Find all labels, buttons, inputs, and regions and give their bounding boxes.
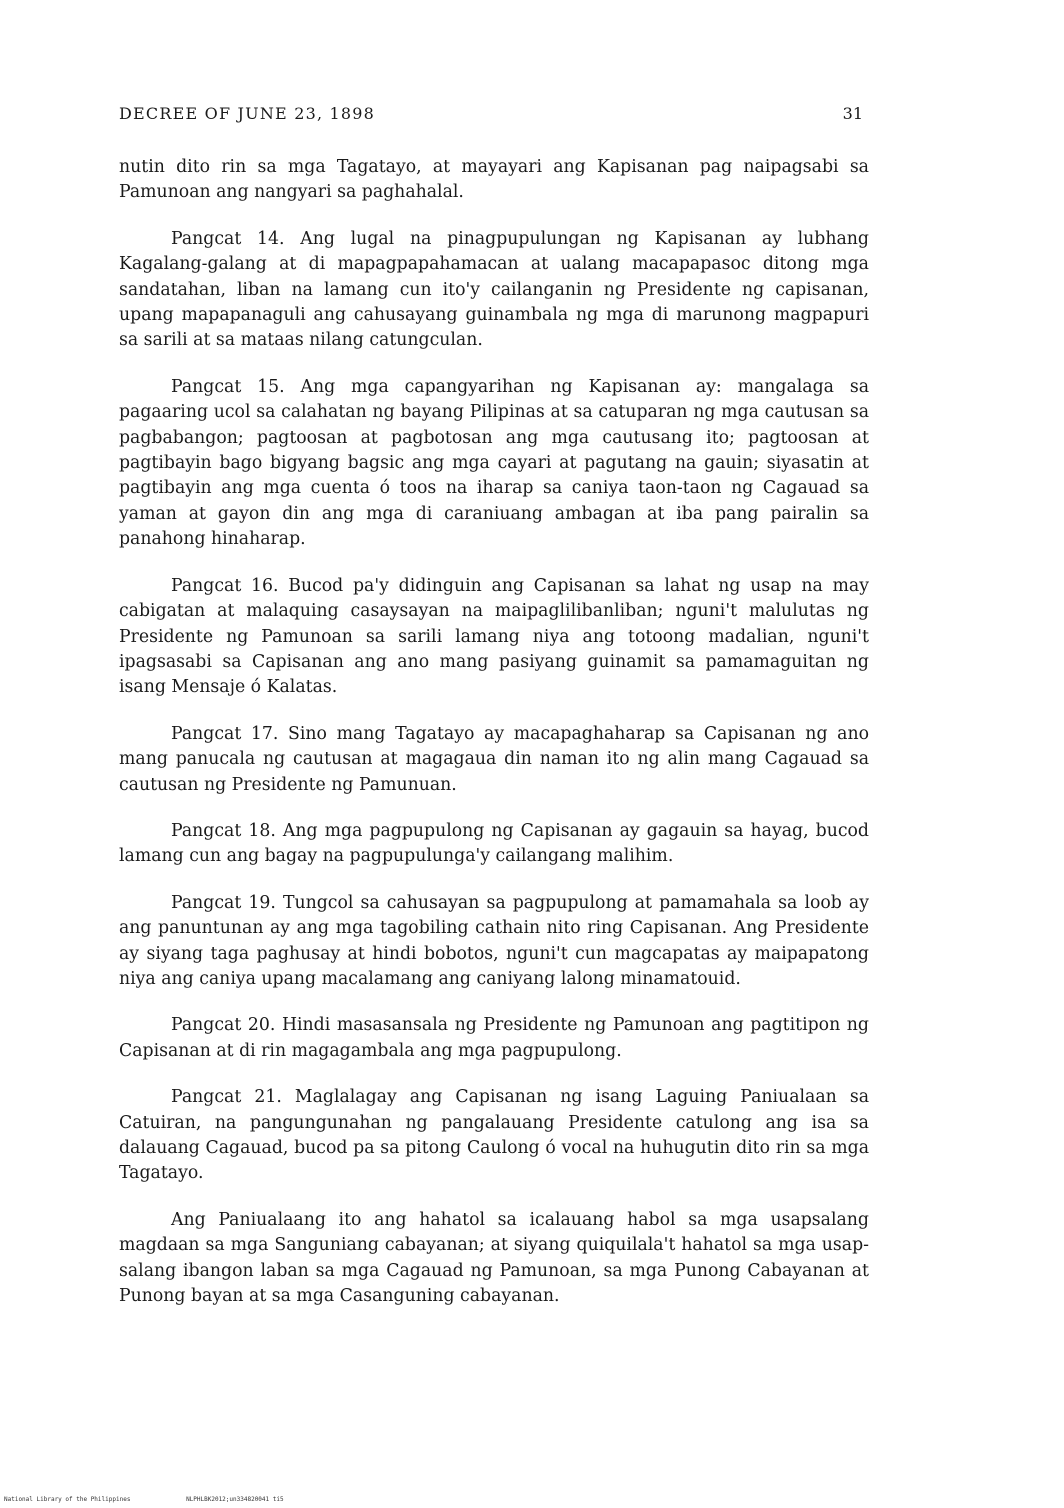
paragraph-pangcat-19: Pangcat 19. Tungcol sa cahusayan sa pagpupulong at pamamahala sa loob ay ang panuntunan ay ang mga tagobiling cathain nito ring Capisanan. Ang Presidente ay siyang taga paghusay at hindi bobotos, nguni't cun magcapatas ay maipapatong niya ang caniya upang macalamang ang caniyang lalong minamatouid. <box>119 892 869 989</box>
paragraph-pangcat-17: Pangcat 17. Sino mang Tagatayo ay macapaghaharap sa Capisanan ng ano mang panucala ng cautusan at magagaua din naman ito ng alin mang Cagauad sa cautusan ng Presidente ng Pamunuan. <box>119 723 869 795</box>
page-header <box>119 104 863 130</box>
paragraph-pangcat-21: Pangcat 21. Maglalagay ang Capisanan ng isang Laguing Paniualaan sa Catuiran, na pangungunahan ng pangalauang Presidente catulong ang isa sa dalauang Cagauad, bucod pa sa pitong Caulong ó vocal na huhugutin dito rin sa mga Tagatayo. <box>119 1087 869 1184</box>
running-head: DECREE OF JUNE 23, 1898 <box>119 104 376 123</box>
paragraph-pangcat-18: Pangcat 18. Ang mga pagpupulong ng Capisanan ay gagauin sa hayag, bucod lamang cun ang bagay na pagpupulunga'y cailangang malihim. <box>119 820 869 867</box>
scan-footer <box>4 1496 336 1503</box>
body-text <box>119 155 869 1330</box>
paragraph-pangcat-14: Pangcat 14. Ang lugal na pinagpupulungan ng Kapisanan ay lubhang Kagalang-galang at di mapagpapahamacan at ualang macapapasoc ditong mga sandatahan, liban na lamang cun ito'y cailanganin ng Presidente ng capisanan, upang mapapanaguli ang cahusayang guinambala ng mga di marunong magpapuri sa sarili at sa mataas nilang catungculan. <box>119 228 869 351</box>
paragraph-paniualaan: Ang Paniualaang ito ang hahatol sa icalauang habol sa mga usapsalang magdaan sa mga Sanguniang cabayanan; at siyang quiquilala't hahatol sa mga usap-salang ibangon laban sa mga Cagauad ng Pamunoan, sa mga Punong Cabayanan at Punong bayan at sa mga Casanguning cabayanan. <box>119 1209 869 1307</box>
paragraph-pangcat-20: Pangcat 20. Hindi masasansala ng Presidente ng Pamunoan ang pagtitipon ng Capisanan at di rin magagambala ang mga pagpupulong. <box>119 1015 869 1061</box>
page-number: 31 <box>842 104 863 123</box>
footer-scan-id: NLPHLBK2012;un334820041 ti5 <box>186 1496 284 1503</box>
paragraph-continuation: nutin dito rin sa mga Tagatayo, at mayayari ang Kapisanan pag naipagsabi sa Pamunoan ang nangyari sa paghahalal. <box>119 157 869 203</box>
paragraph-pangcat-16: Pangcat 16. Bucod pa'y didinguin ang Capisanan sa lahat ng usap na may cabigatan at malaquing casaysayan na maipaglilibanliban; nguni't malulutas ng Presidente ng Pamunoan sa sarili lamang niya ang totoong madalian, nguni't ipagsasabi sa Capisanan ang ano mang pasiyang guinamit sa pamamaguitan ng isang Mensaje ó Kalatas. <box>119 575 869 698</box>
paragraph-pangcat-15: Pangcat 15. Ang mga capangyarihan ng Kapisanan ay: mangalaga sa pagaaring ucol sa calahatan ng bayang Pilipinas at sa catuparan ng mga cautusan sa pagbabangon; pagtoosan at pagbotosan ang mga cautusang ito; pagtoosan at pagtibayin bago bigyang bagsic ang mga cayari at pagutang na gauin; siyasatin at pagtibayin ang mga cuenta ó toos na iharap sa caniya taon-taon ng Cagauad sa yaman at gayon din ang mga di caraniuang ambagan at iba pang pairalin sa panahong hinaharap. <box>119 376 869 550</box>
footer-library: National Library of the Philippines <box>4 1496 131 1503</box>
